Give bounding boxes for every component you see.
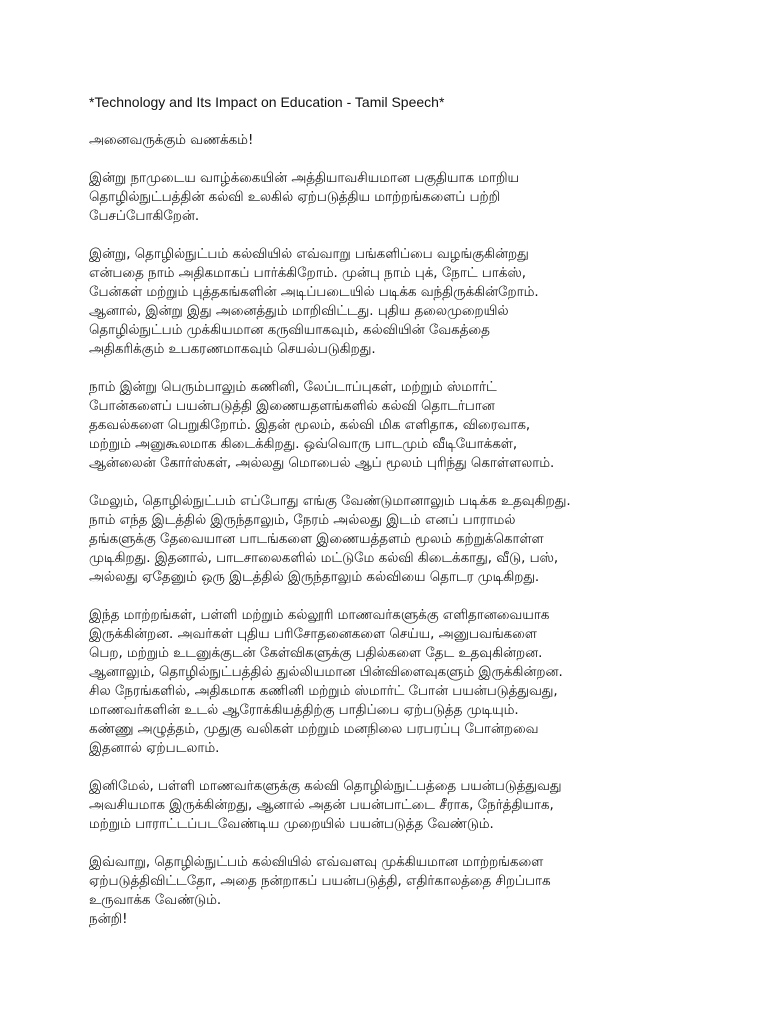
spacer xyxy=(89,758,719,777)
text-line: நாம் இன்று பெரும்பாலும் கணினி, லேப்டாப்புகள், மற்றும் ஸ்மார்ட் xyxy=(89,380,497,395)
text-line: இந்த மாற்றங்கள், பள்ளி மற்றும் கல்லூரி மாணவர்களுக்கு எளிதானவையாக xyxy=(89,608,550,623)
text-line: இன்று நாமுடைய வாழ்க்கையின் அத்தியாவசியமான பகுதியாக மாறிய xyxy=(89,171,520,186)
text-line: கண்ணு அழுத்தம், முதுகு வலிகள் மற்றும் மனநிலை பரபரப்பு போன்றவை xyxy=(89,722,539,737)
spacer xyxy=(89,473,719,492)
text-line: உருவாக்க வேண்டும். xyxy=(89,893,222,908)
text-line: அல்லது ஏதேனும் ஒரு இடத்தில் இருந்தாலும் கல்வியை தொடர முடிகிறது. xyxy=(89,570,540,585)
text-line: தொழில்நுட்பத்தின் கல்வி உலகில் ஏற்படுத்திய மாற்றங்களைப் பற்றி xyxy=(89,190,501,205)
text-line: தகவல்களை பெறுகிறோம். இதன் மூலம், கல்வி மிக எளிதாக, விரைவாக, xyxy=(89,418,531,433)
text-line: இருக்கின்றன. அவர்கள் புதிய பரிசோதனைகளை செய்ய, அனுபவங்களை xyxy=(89,627,537,642)
paragraph-4 xyxy=(89,492,719,587)
text-line: பெற, மற்றும் உடனுக்குடன் கேள்விகளுக்கு பதில்களை தேட உதவுகின்றன. xyxy=(89,646,543,661)
text-line: பேசப்போகிறேன். xyxy=(89,209,200,224)
paragraph-7 xyxy=(89,853,719,929)
text-line: ஆனால், இன்று இது அனைத்தும் மாறிவிட்டது. புதிய தலைமுறையில் xyxy=(89,304,509,319)
text-line: ஆனாலும், தொழில்நுட்பத்தில் துல்லியமான பின்விளைவுகளும் இருக்கின்றன. xyxy=(89,665,563,680)
spacer xyxy=(89,150,719,169)
text-line: மற்றும் பாராட்டப்படவேண்டிய முறையில் பயன்படுத்த வேண்டும். xyxy=(89,817,494,832)
greeting: அனைவருக்கும் வணக்கம்! xyxy=(89,133,254,148)
text-line: தொழில்நுட்பம் முக்கியமான கருவியாகவும், கல்வியின் வேகத்தை xyxy=(89,323,490,338)
text-line: பேன்கள் மற்றும் புத்தகங்களின் அடிப்படையில் படிக்க வந்திருக்கின்றோம். xyxy=(89,285,539,300)
text-line: ஏற்படுத்திவிட்டதோ, அதை நன்றாகப் பயன்படுத்தி, எதிர்காலத்தை சிறப்பாக xyxy=(89,874,551,889)
paragraph-5 xyxy=(89,606,719,758)
speech-text xyxy=(89,93,719,929)
document-title: *Technology and Its Impact on Education - Tamil Speech* xyxy=(89,94,445,110)
text-line: நாம் எந்த இடத்தில் இருந்தாலும், நேரம் அல்லது இடம் எனப் பாராமல் xyxy=(89,513,516,528)
text-line: இனிமேல், பள்ளி மாணவர்களுக்கு கல்வி தொழில்நுட்பத்தை பயன்படுத்துவது xyxy=(89,779,562,794)
spacer xyxy=(89,359,719,378)
text-line: ஆன்லைன் கோர்ஸ்கள், அல்லது மொபைல் ஆப் மூலம் புரிந்து கொள்ளலாம். xyxy=(89,456,555,471)
paragraph-2 xyxy=(89,245,719,359)
text-line: மாணவர்களின் உடல் ஆரோக்கியத்திற்கு பாதிப்பை ஏற்படுத்த முடியும். xyxy=(89,703,519,718)
text-line: முடிகிறது. இதனால், பாடசாலைகளில் மட்டுமே கல்வி கிடைக்காது, வீடு, பஸ், xyxy=(89,551,559,566)
spacer xyxy=(89,587,719,606)
text-line: என்பதை நாம் அதிகமாகப் பார்க்கிறோம். முன்பு நாம் புக், நோட் பாக்ஸ், xyxy=(89,266,526,281)
paragraph-1 xyxy=(89,169,719,226)
spacer xyxy=(89,112,719,131)
spacer xyxy=(89,834,719,853)
text-line: தங்களுக்கு தேவையான பாடங்களை இணையத்தளம் மூலம் கற்றுக்கொள்ள xyxy=(89,532,544,547)
text-line: இவ்வாறு, தொழில்நுட்பம் கல்வியில் எவ்வளவு முக்கியமான மாற்றங்களை xyxy=(89,855,544,870)
text-line: இன்று, தொழில்நுட்பம் கல்வியில் எவ்வாறு பங்களிப்பை வழங்குகின்றது xyxy=(89,247,529,262)
text-line: அதிகரிக்கும் உபகரணமாகவும் செயல்படுகிறது. xyxy=(89,342,376,357)
paragraph-6 xyxy=(89,777,719,834)
text-line: போன்களைப் பயன்படுத்தி இணையதளங்களில் கல்வி தொடர்பான xyxy=(89,399,495,414)
text-line: மற்றும் அனுகூலமாக கிடைக்கிறது. ஒவ்வொரு பாடமும் வீடியோக்கள், xyxy=(89,437,518,452)
text-line: இதனால் ஏற்படலாம். xyxy=(89,741,220,756)
text-line: மேலும், தொழில்நுட்பம் எப்போது எங்கு வேண்டுமானாலும் படிக்க உதவுகிறது. xyxy=(89,494,571,509)
paragraph-3 xyxy=(89,378,719,473)
closing-line: நன்றி! xyxy=(89,912,128,927)
text-line: சில நேரங்களில், அதிகமாக கணினி மற்றும் ஸ்மார்ட் போன் பயன்படுத்துவது, xyxy=(89,684,558,699)
spacer xyxy=(89,226,719,245)
text-line: அவசியமாக இருக்கின்றது, ஆனால் அதன் பயன்பாட்டை சீராக, நேர்த்தியாக, xyxy=(89,798,554,813)
